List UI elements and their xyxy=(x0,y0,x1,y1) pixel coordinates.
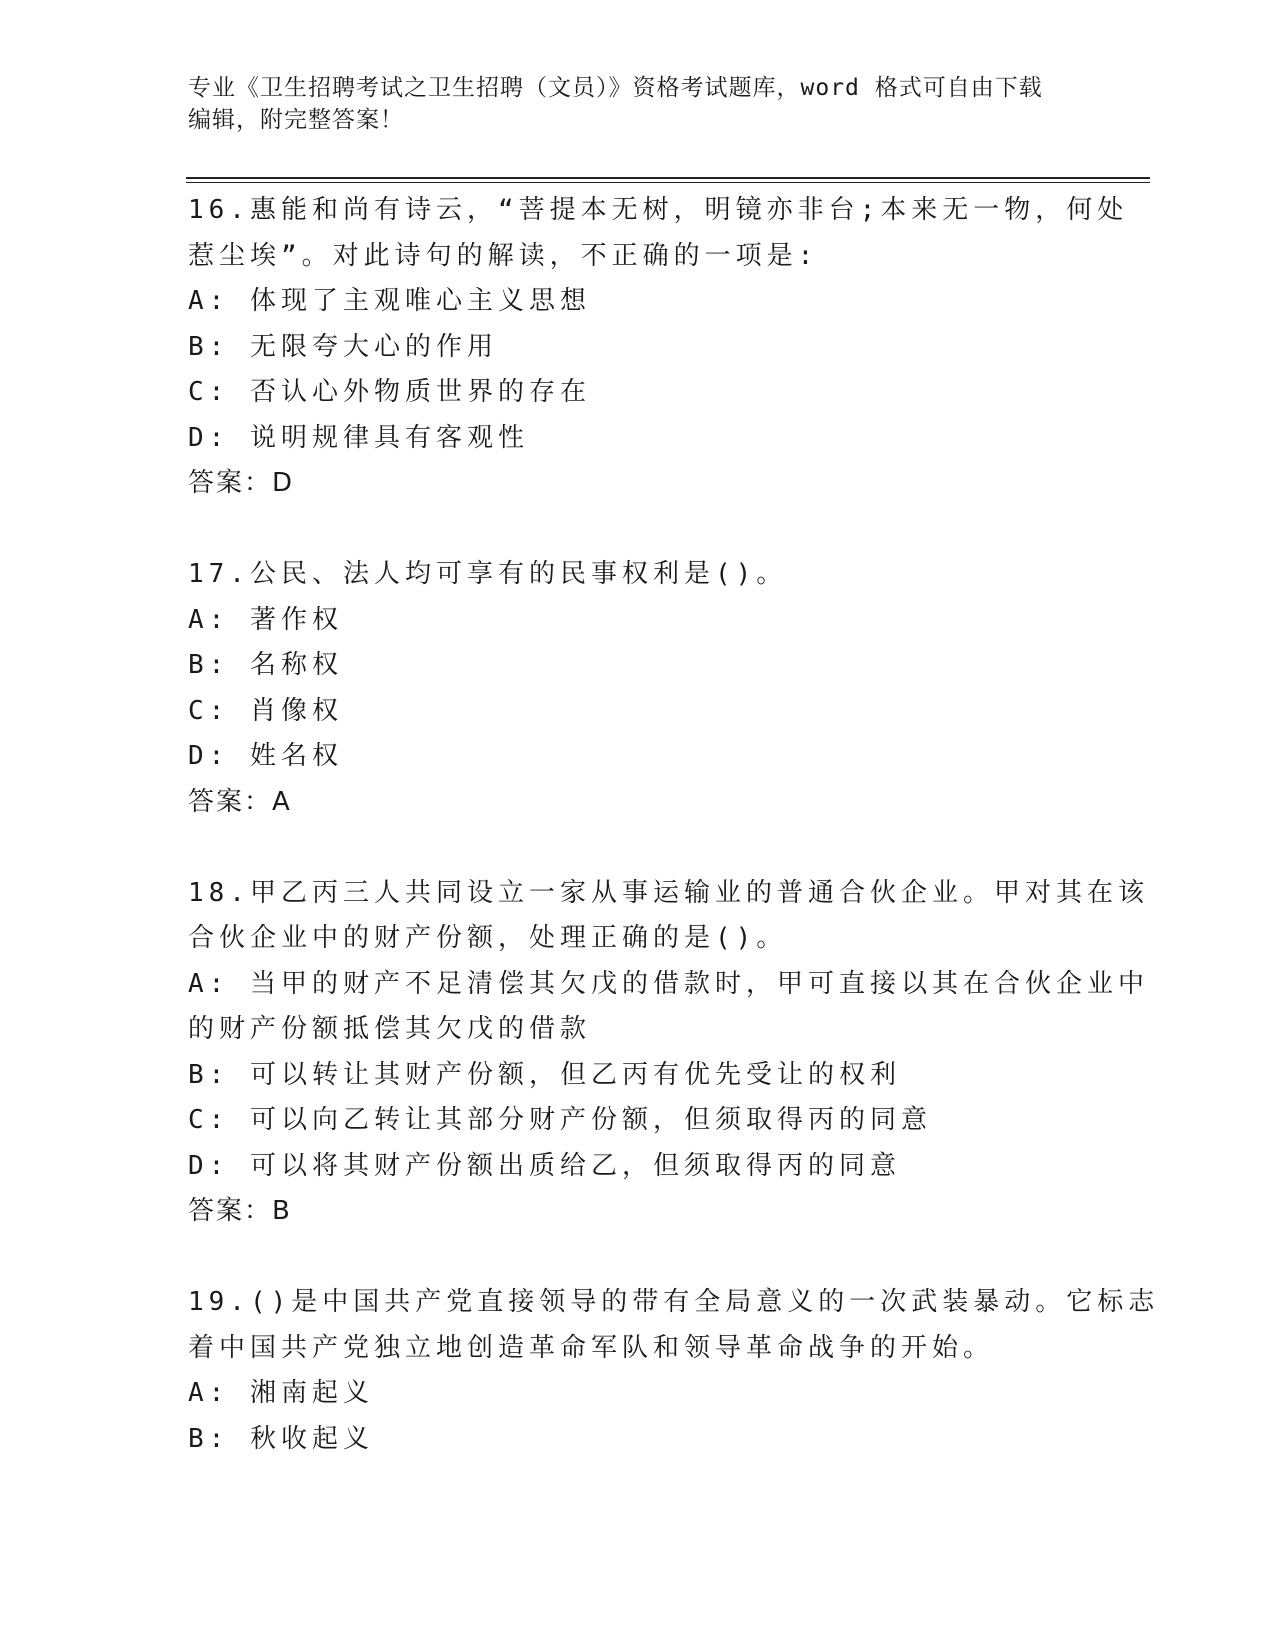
spacer xyxy=(188,507,1088,553)
question-19-option-a: A: 湘南起义 xyxy=(188,1378,374,1408)
question-16-stem-line-2: 惹尘埃”。对此诗句的解读，不正确的一项是: xyxy=(188,240,819,271)
question-16-option-a: A: 体现了主观唯心主义思想 xyxy=(188,286,591,316)
spacer xyxy=(188,1235,1088,1281)
question-19 xyxy=(188,1280,1160,1462)
header-divider-thin xyxy=(186,182,1150,183)
question-17-option-c: C: 肖像权 xyxy=(188,695,343,726)
header-divider-thick xyxy=(186,177,1150,179)
spacer xyxy=(188,825,1088,871)
question-16-answer: 答案：D xyxy=(188,468,295,498)
question-16-stem-line-1: 16.惠能和尚有诗云，“菩提本无树，明镜亦非台;本来无一物，何处 xyxy=(188,195,1129,225)
question-18-stem-line-2: 合伙企业中的财产份额，处理正确的是()。 xyxy=(188,923,788,953)
question-18-option-d: D: 可以将其财产份额出质给乙，但须取得丙的同意 xyxy=(188,1150,901,1181)
question-17 xyxy=(188,552,1088,825)
question-18 xyxy=(188,871,1149,1235)
question-19-stem-line-2: 着中国共产党独立地创造革命军队和领导革命战争的开始。 xyxy=(188,1332,995,1363)
question-list xyxy=(188,188,1160,1462)
question-16-option-d: D: 说明规律具有客观性 xyxy=(188,422,529,453)
question-18-stem-line-1: 18.甲乙丙三人共同设立一家从事运输业的普通合伙企业。甲对其在该 xyxy=(188,877,1149,908)
question-17-option-a: A: 著作权 xyxy=(188,604,343,635)
header-line-1: 专业《卫生招聘考试之卫生招聘（文员）》资格考试题库，word 格式可自由下载 xyxy=(188,75,1043,101)
header-line-2: 编辑，附完整答案！ xyxy=(188,107,404,133)
question-18-option-b: B: 可以转让其财产份额，但乙丙有优先受让的权利 xyxy=(188,1059,901,1090)
question-18-answer: 答案：B xyxy=(188,1196,292,1226)
document-header xyxy=(188,72,1068,136)
question-18-option-a-line-2: 的财产份额抵偿其欠戊的借款 xyxy=(188,1014,592,1044)
question-19-stem-line-1: 19.()是中国共产党直接领导的带有全局意义的一次武装暴动。它标志 xyxy=(188,1287,1160,1317)
question-17-answer: 答案：A xyxy=(188,786,292,817)
question-19-option-b: B: 秋收起义 xyxy=(188,1423,374,1454)
question-17-option-b: B: 名称权 xyxy=(188,650,343,680)
question-17-stem-line-1: 17.公民、法人均可享有的民事权利是()。 xyxy=(188,559,788,589)
question-16-option-c: C: 否认心外物质世界的存在 xyxy=(188,377,591,407)
question-16-option-b: B: 无限夸大心的作用 xyxy=(188,331,498,362)
question-17-option-d: D: 姓名权 xyxy=(188,741,343,771)
question-18-option-a-line-1: A: 当甲的财产不足清偿其欠戊的借款时，甲可直接以其在合伙企业中 xyxy=(188,968,1149,999)
question-18-option-c: C: 可以向乙转让其部分财产份额，但须取得丙的同意 xyxy=(188,1105,932,1135)
question-16 xyxy=(188,188,1129,507)
